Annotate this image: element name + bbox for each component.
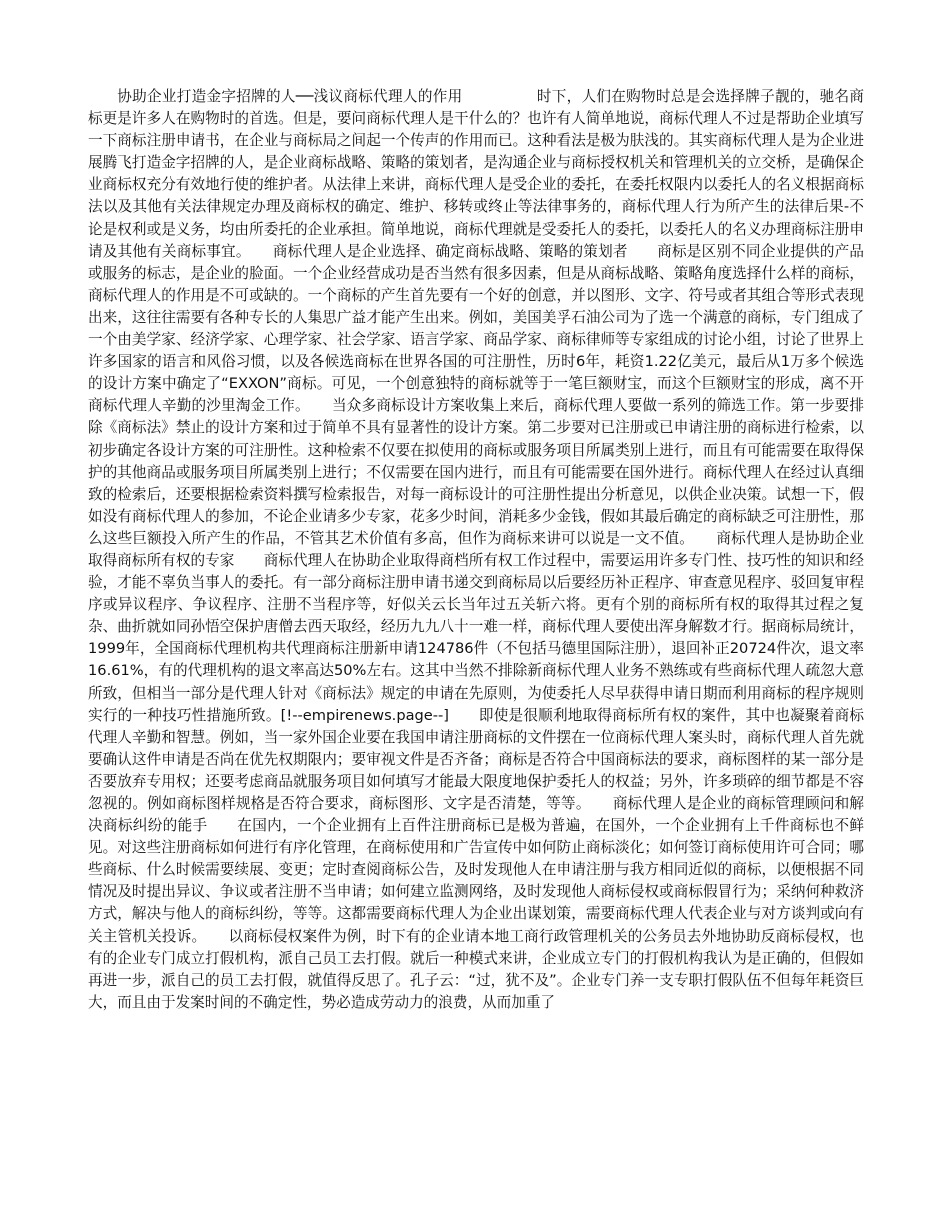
document-body-text: 协助企业打造金字招牌的人──浅议商标代理人的作用 时下，人们在购物时总是会选择牌子靓的，驰名商标更是许多人在购物时的首选。但是，要问商标代理人是干什么的？也许有人简单地说，商标代理人不过是帮助企业填写一下商标注册申请书，在企业与商标局之间起一个传声的作用而已。这种看法是极为肤浅的。其实商标代理人是为企业进展腾飞打造金字招牌的人，是企业商标战略、策略的策划者，是沟通企业与商标授权机关和管理机关的立交桥，是确保企业商标权充分有效地行使的维护者。从法律上来讲，商标代理人是受企业的委托，在委托权限内以委托人的名义根据商标法以及其他有关法律规定办理及商标权的确定、维护、移转或终止等法律事务的，商标代理人行为所产生的法律后果-不论是权利或是义务，均由所委托的企业承担。简单地说，商标代理就是受委托人的委托，以委托人的名义办理商标注册申请及其他有关商标事宜。 商标代理人是企业选择、确定商标战略、策略的策划者 商标是区别不同企业提供的产品或服务的标志，是企业的脸面。一个企业经营成功是否当然有很多因素，但是从商标战略、策略角度选择什么样的商标，商标代理人的作用是不可或缺的。一个商标的产生首先要有一个好的创意，并以图形、文字、符号或者其组合等形式表现出来，这往往需要有各种专长的人集思广益才能产生出来。例如，美国美孚石油公司为了选一个满意的商标，专门组成了一个由美学家、经济学家、心理学家、社会学家、语言学家、商品学家、商标律师等专家组成的讨论小组，讨论了世界上许多国家的语言和风俗习惯，以及各候选商标在世界各国的可注册性，历时6年，耗资1.22亿美元，最后从1万多个候选的设计方案中确定了“EXXON”商标。可见，一个创意独特的商标就等于一笔巨额财宝，而这个巨额财宝的形成，离不开商标代理人辛勤的沙里淘金工作。 当众多商标设计方案收集上来后，商标代理人要做一系列的筛选工作。第一步要排除《商标法》禁止的设计方案和过于简单不具有显著性的设计方案。第二步要对已注册或已申请注册的商标进行检索，以初步确定各设计方案的可注册性。这种检索不仅要在拟使用的商标或服务项目所属类别上进行，而且有可能需要在取得保护的其他商品或服务项目所属类别上进行；不仅需要在国内进行，而且有可能需要在国外进行。商标代理人在经过认真细致的检索后，还要根据检索资料撰写检索报告，对每一商标设计的可注册性提出分析意见，以供企业决策。试想一下，假如没有商标代理人的参加，不论企业请多少专家，花多少时间，消耗多少金钱，假如其最后确定的商标缺乏可注册性，那么这些巨额投入所产生的作品，不管其艺术价值有多高，但作为商标来讲可以说是一文不值。 商标代理人是协助企业取得商标所有权的专家 商标代理人在协助企业取得商档所有权工作过程中，需要运用许多专门性、技巧性的知识和经验，才能不辜负当事人的委托。有一部分商标注册申请书递交到商标局以后要经历补正程序、审查意见程序、驳回复审程序或异议程序、争议程序、注册不当程序等，好似关云长当年过五关斩六将。更有个别的商标所有权的取得其过程之复杂、曲折就如同孙悟空保护唐僧去西天取经，经历九九八十一难一样，商标代理人要使出浑身解数才行。据商标局统计，1999年，全国商标代理机构共代理商标注册新申请124786件（不包括马德里国际注册），退回补正20724件次，退文率16.61%，有的代理机构的退文率高达50%左右。这其中当然不排除新商标代理人业务不熟练或有些商标代理人疏忽大意所致，但相当一部分是代理人针对《商标法》规定的申请在先原则，为使委托人尽早获得申请日期而利用商标的程序规则实行的一种技巧性措施所致。[!--empirenews.page--] 即使是很顺利地取得商标所有权的案件，其中也凝聚着商标代理人辛勤和智慧。例如，当一家外国企业要在我国申请注册商标的文件摆在一位商标代理人案头时，商标代理人首先就要确认这件申请是否尚在优先权期限内；要审视文件是否齐备；商标是否符合中国商标法的要求，商标图样的某一部分是否要放弃专用权；还要考虑商品就服务项目如何填写才能最大限度地保护委托人的权益；另外，许多琐碎的细节都是不容忽视的。例如商标图样规格是否符合要求，商标图形、文字是否清楚，等等。 商标代理人是企业的商标管理顾问和解决商标纠纷的能手 在国内，一个企业拥有上百件注册商标已是极为普遍，在国外，一个企业拥有上千件商标也不鲜见。对这些注册商标如何进行有序化管理，在商标使用和广告宣传中如何防止商标淡化；如何签订商标使用许可合同；哪些商标、什么时候需要续展、变更；定时查阅商标公告，及时发现他人在申请注册与我方相同近似的商标，以便根据不同情况及时提出异议、争议或者注册不当申请；如何建立监测网络，及时发现他人商标侵权或商标假冒行为；采纳何种救济方式，解决与他人的商标纠纷，等等。这都需要商标代理人为企业出谋划策，需要商标代理人代表企业与对方谈判或向有关主管机关投诉。 以商标侵权案件为例，时下有的企业请本地工商行政管理机关的公务员去外地协助反商标侵权，也有的企业专门成立打假机构，派自己员工去打假。就后一种模式来讲，企业成立专门的打假机构我认为是正确的，但假如再进一步，派自己的员工去打假，就值得反思了。孔子云：“过，犹不及”。企业专门养一支专职打假队伍不但每年耗资巨大，而且由于发案时间的不确定性，势必造成劳动力的浪费，从而加重了 [88, 88, 864, 1011]
